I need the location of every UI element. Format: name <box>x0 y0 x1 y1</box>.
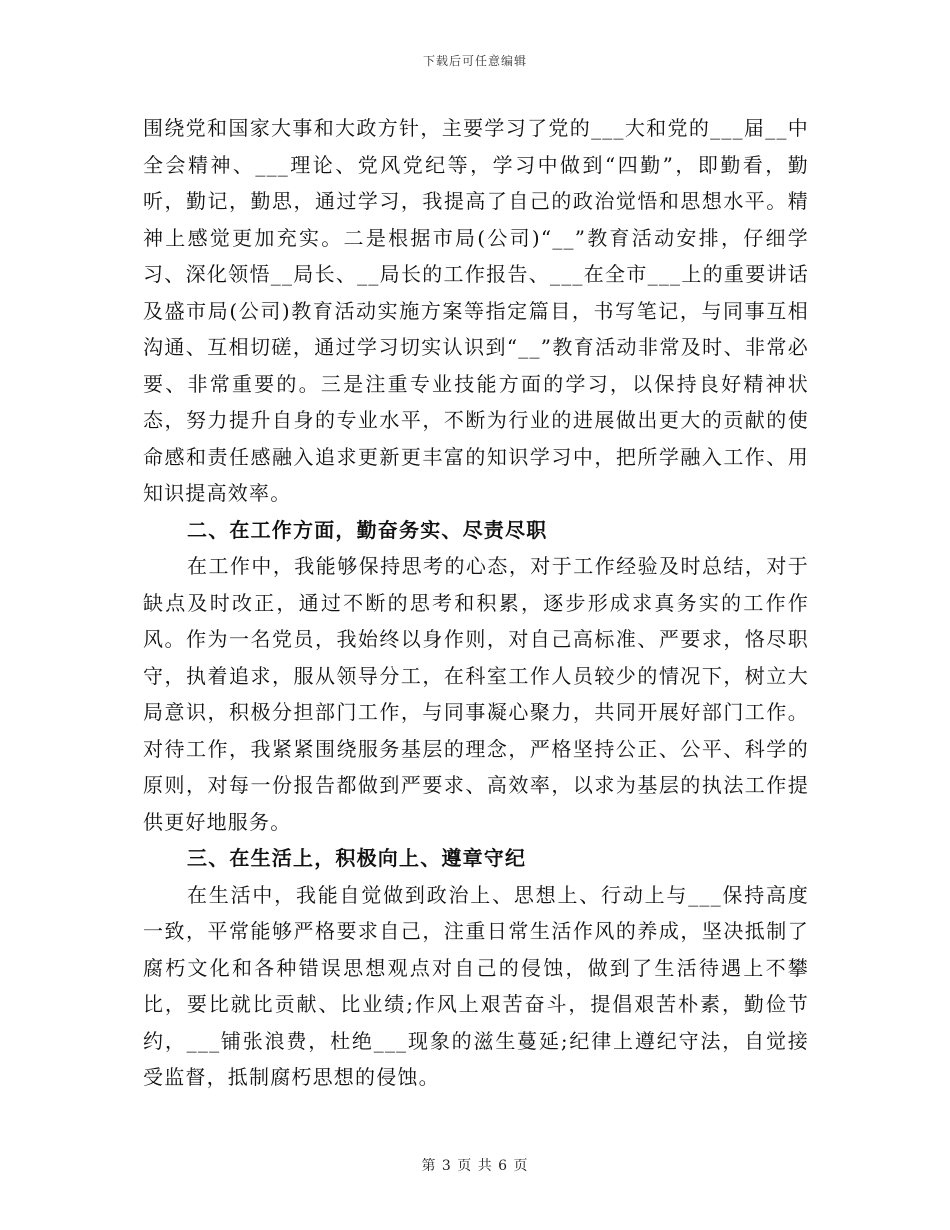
page-header: 下载后可任意编辑 <box>422 54 527 68</box>
body-paragraph-3: 在生活中，我能自觉做到政治上、思想上、行动上与___保持高度一致，平常能够严格要求自己，注重日常生活作风的养成，坚决抵制了腐朽文化和各种错误思想观点对自己的侵蚀，做到了生活待遇上不攀比，要比就比贡献、比业绩;作风上艰苦奋斗，提倡艰苦朴素，勤俭节约，___铺张浪费，杜绝___现象的滋生蔓延;纪律上遵纪守法，自觉接受监督，抵制腐朽思想的侵蚀。 <box>143 882 809 1089</box>
body-paragraph-1: 围绕党和国家大事和大政方针，主要学习了党的___大和党的___届__中全会精神、___理论、党风党纪等，学习中做到“四勤”，即勤看，勤听，勤记，勤思，通过学习，我提高了自己的政治觉悟和思想水平。精神上感觉更加充实。二是根据市局(公司)“__”教育活动安排，仔细学习、深化领悟__局长、__局长的工作报告、___在全市___上的重要讲话及盛市局(公司)教育活动实施方案等指定篇目，书写笔记，与同事互相沟通、互相切磋，通过学习切实认识到“__”教育活动非常及时、非常必要、非常重要的。三是注重专业技能方面的学习，以保持良好精神状态，努力提升自身的专业水平，不断为行业的进展做出更大的贡献的使命感和责任感融入追求更新更丰富的知识学习中，把所学融入工作、用知识提高效率。 <box>143 116 809 505</box>
document-body <box>143 110 809 1096</box>
page-number: 第 3 页 共 6 页 <box>421 1158 529 1174</box>
section-heading-2: 二、在工作方面，勤奋务实、尽责尽职 <box>187 517 548 542</box>
body-paragraph-2: 在工作中，我能够保持思考的心态，对于工作经验及时总结，对于缺点及时改正，通过不断的思考和积累，逐步形成求真务实的工作作风。作为一名党员，我始终以身作则，对自己高标准、严要求，恪尽职守，执着追求，服从领导分工，在科室工作人员较少的情况下，树立大局意识，积极分担部门工作，与同事凝心聚力，共同开展好部门工作。对待工作，我紧紧围绕服务基层的理念，严格坚持公正、公平、科学的原则，对每一份报告都做到严要求、高效率，以求为基层的执法工作提供更好地服务。 <box>143 554 809 834</box>
section-heading-3: 三、在生活上，积极向上、遵章守纪 <box>187 846 527 870</box>
